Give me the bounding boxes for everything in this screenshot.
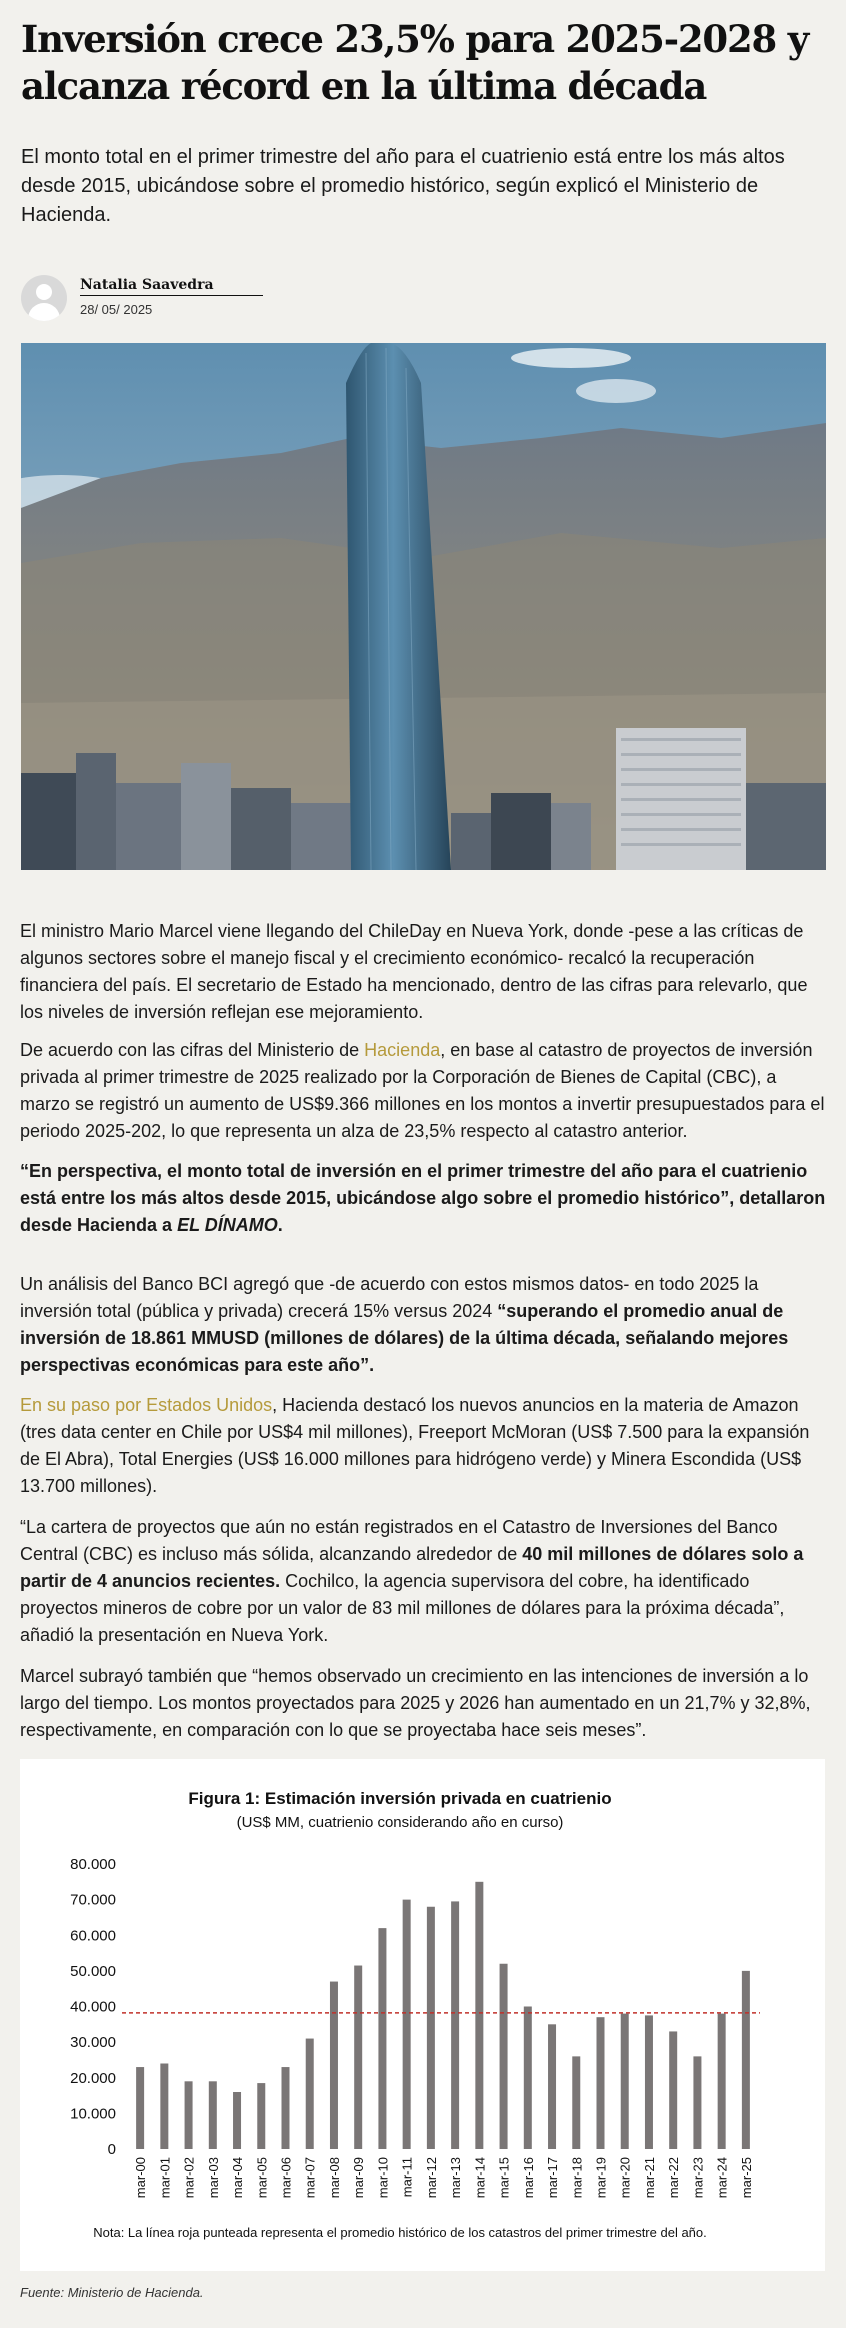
x-tick-label: mar-16	[520, 2157, 536, 2199]
article-lead: El monto total en el primer trimestre del año para el cuatrienio está entre los más altos desde 2015, ubicándose sobre el promedio histórico, según explicó el Ministerio de Hacienda.	[21, 146, 785, 226]
x-tick-label: mar-19	[593, 2157, 609, 2199]
author-name-link[interactable]: Natalia Saavedra	[80, 277, 263, 296]
y-tick-label: 40.000	[70, 1998, 116, 2016]
bar-mar-10	[378, 1928, 386, 2149]
chart-svg	[20, 1759, 825, 2271]
x-tick-label: mar-01	[157, 2157, 173, 2199]
bar-mar-18	[572, 2056, 580, 2149]
paragraph-5	[20, 1514, 826, 1649]
bar-mar-07	[306, 2039, 314, 2149]
pull-quote-end: .	[277, 1215, 283, 1235]
paragraph-4-post: , Hacienda destacó los nuevos anuncios en la materia de Amazon (tres data center en Chile por US$4 mil millones), Freeport McMoran (US$ 7.500 para la expansión de El Abra), Total Energies (US$ 16.000 millones para hidrógeno verde) y Minera Escondida (US$ 13.700 millones).	[20, 1395, 810, 1496]
bar-mar-15	[500, 1964, 508, 2149]
bar-mar-22	[669, 2031, 677, 2149]
chart-title: Figura 1: Estimación inversión privada en cuatrienio	[188, 1789, 612, 1808]
avatar	[21, 275, 67, 321]
bar-mar-06	[282, 2067, 290, 2149]
x-tick-label: mar-06	[278, 2157, 294, 2199]
x-tick-label: mar-17	[545, 2157, 561, 2199]
y-tick-label: 50.000	[70, 1962, 116, 1980]
paragraph-3	[20, 1271, 826, 1379]
y-tick-label: 20.000	[70, 2069, 116, 2087]
paragraph-4	[20, 1392, 826, 1500]
bar-mar-19	[597, 2017, 605, 2149]
y-tick-label: 60.000	[70, 1927, 116, 1945]
x-tick-label: mar-11	[399, 2157, 415, 2198]
x-tick-label: mar-23	[690, 2157, 706, 2199]
bar-mar-16	[524, 2007, 532, 2150]
bar-mar-13	[451, 1901, 459, 2149]
x-tick-label: mar-13	[448, 2157, 464, 2199]
bar-mar-04	[233, 2092, 241, 2149]
paragraph-1: El ministro Mario Marcel viene llegando del ChileDay en Nueva York, donde -pese a las críticas de algunos sectores sobre el manejo fiscal y el crecimiento económico- recalcó la recuperación financiera del país. El secretario de Estado ha mencionado, dentro de las cifras para relevarlo, que los niveles de inversión reflejan ese mejoramiento.	[20, 921, 808, 1022]
bar-mar-20	[621, 2014, 629, 2149]
x-tick-label: mar-04	[230, 2157, 246, 2199]
paragraph-5-pre: “La cartera de proyectos que aún no están registrados en el Catastro de Inversiones del Banco Central (CBC) es incluso más sólida, alcanzando alrededor de	[20, 1517, 778, 1564]
article-title: Inversión crece 23,5% para 2025-2028 y alcanza récord en la última década	[21, 17, 809, 108]
x-tick-label: mar-08	[326, 2157, 342, 2199]
pull-quote	[20, 1158, 826, 1239]
investment-chart	[20, 1759, 825, 2271]
bar-mar-25	[742, 1971, 750, 2149]
x-tick-label: mar-15	[496, 2157, 512, 2199]
x-tick-label: mar-05	[254, 2157, 270, 2199]
x-tick-label: mar-22	[666, 2157, 682, 2199]
paragraph-2-pre: De acuerdo con las cifras del Ministerio de	[20, 1040, 365, 1060]
paragraph-5-bold: 40 mil millones de dólares solo a partir de 4 anuncios recientes.	[20, 1544, 804, 1591]
bar-mar-23	[693, 2056, 701, 2149]
avatar-shoulders-shape	[28, 303, 60, 321]
paragraph-5-post: Cochilco, la agencia supervisora del cobre, ha identificado proyectos mineros de cobre por un valor de 83 mil millones de dólares para la próxima década”, añadió la presentación en Nueva York.	[20, 1571, 785, 1645]
x-tick-label: mar-12	[423, 2157, 439, 2199]
x-tick-label: mar-18	[569, 2157, 585, 2199]
x-tick-label: mar-24	[714, 2157, 730, 2199]
bar-mar-05	[257, 2083, 265, 2149]
chart-y-axis	[70, 1856, 116, 2158]
paragraph-2-post: , en base al catastro de proyectos de inversión privada al primer trimestre de 2025 realizado por la Corporación de Bienes de Capital (CBC), a marzo se registró un aumento de US$9.366 millones en los montos a invertir presupuestados para el periodo 2025-202, lo que representa un alza de 23,5% respecto al catastro anterior.	[20, 1040, 825, 1141]
x-tick-label: mar-09	[351, 2157, 367, 2199]
y-tick-label: 70.000	[70, 1891, 116, 1909]
bar-mar-01	[160, 2064, 168, 2150]
chart-bars	[136, 1882, 750, 2149]
bar-mar-09	[354, 1966, 362, 2149]
paragraph-2	[20, 1037, 826, 1145]
x-tick-label: mar-10	[375, 2157, 391, 2199]
bar-mar-03	[209, 2081, 217, 2149]
paragraph-3-bold: “superando el promedio anual de inversión de 18.861 MMUSD (millones de dólares) de la última década, señalando mejores perspectivas económicas para este año”.	[20, 1301, 789, 1375]
y-tick-label: 0	[107, 2141, 116, 2158]
x-tick-label: mar-21	[641, 2157, 657, 2199]
estados-unidos-link[interactable]: En su paso por Estados Unidos	[20, 1395, 273, 1415]
hacienda-link[interactable]: Hacienda	[364, 1040, 441, 1060]
bar-mar-11	[403, 1900, 411, 2149]
hero-photo-gran-torre	[21, 343, 826, 870]
chart-note: Nota: La línea roja punteada representa el promedio histórico de los catastros del primer trimestre del año.	[93, 2225, 707, 2240]
y-tick-label: 10.000	[70, 2105, 116, 2123]
bar-mar-21	[645, 2015, 653, 2149]
x-tick-label: mar-03	[205, 2157, 221, 2199]
pull-quote-text: “En perspectiva, el monto total de inversión en el primer trimestre del año para el cuatrienio está entre los más altos desde 2015, ubicándose algo sobre el promedio histórico”, detallaron desde Hacienda a	[20, 1161, 826, 1235]
x-tick-label: mar-02	[181, 2157, 197, 2199]
x-tick-label: mar-25	[738, 2157, 754, 2199]
source-caption: Fuente: Ministerio de Hacienda.	[20, 2285, 204, 2300]
bar-mar-08	[330, 1982, 338, 2149]
bar-mar-02	[185, 2081, 193, 2149]
paragraph-6: Marcel subrayó también que “hemos observado un crecimiento en las intenciones de inversión a lo largo del tiempo. Los montos proyectados para 2025 y 2026 han aumentado en un 21,7% y 32,8%, respectivamente, en comparación con lo que se proyectaba hace seis meses”.	[20, 1666, 811, 1740]
x-tick-label: mar-14	[472, 2157, 488, 2199]
bar-mar-17	[548, 2024, 556, 2149]
bar-mar-14	[475, 1882, 483, 2149]
bar-mar-12	[427, 1907, 435, 2149]
y-tick-label: 30.000	[70, 2034, 116, 2052]
chart-subtitle: (US$ MM, cuatrienio considerando año en curso)	[236, 1814, 564, 1831]
avatar-head-shape	[36, 284, 52, 300]
y-tick-label: 80.000	[70, 1856, 116, 1873]
x-tick-label: mar-20	[617, 2157, 633, 2199]
hero-photo-illustration	[21, 343, 826, 870]
paragraph-3-pre: Un análisis del Banco BCI agregó que -de acuerdo con estos mismos datos- en todo 2025 la inversión total (pública y privada) crecerá 15% versus 2024	[20, 1274, 759, 1321]
bar-mar-00	[136, 2067, 144, 2149]
chart-x-axis	[133, 2157, 754, 2198]
author-byline	[21, 272, 321, 322]
publish-date: 28/ 05/ 2025	[80, 302, 153, 317]
pull-quote-publication: EL DÍNAMO	[177, 1215, 278, 1235]
x-tick-label: mar-00	[133, 2157, 149, 2199]
bar-mar-24	[718, 2014, 726, 2149]
x-tick-label: mar-07	[302, 2157, 318, 2199]
